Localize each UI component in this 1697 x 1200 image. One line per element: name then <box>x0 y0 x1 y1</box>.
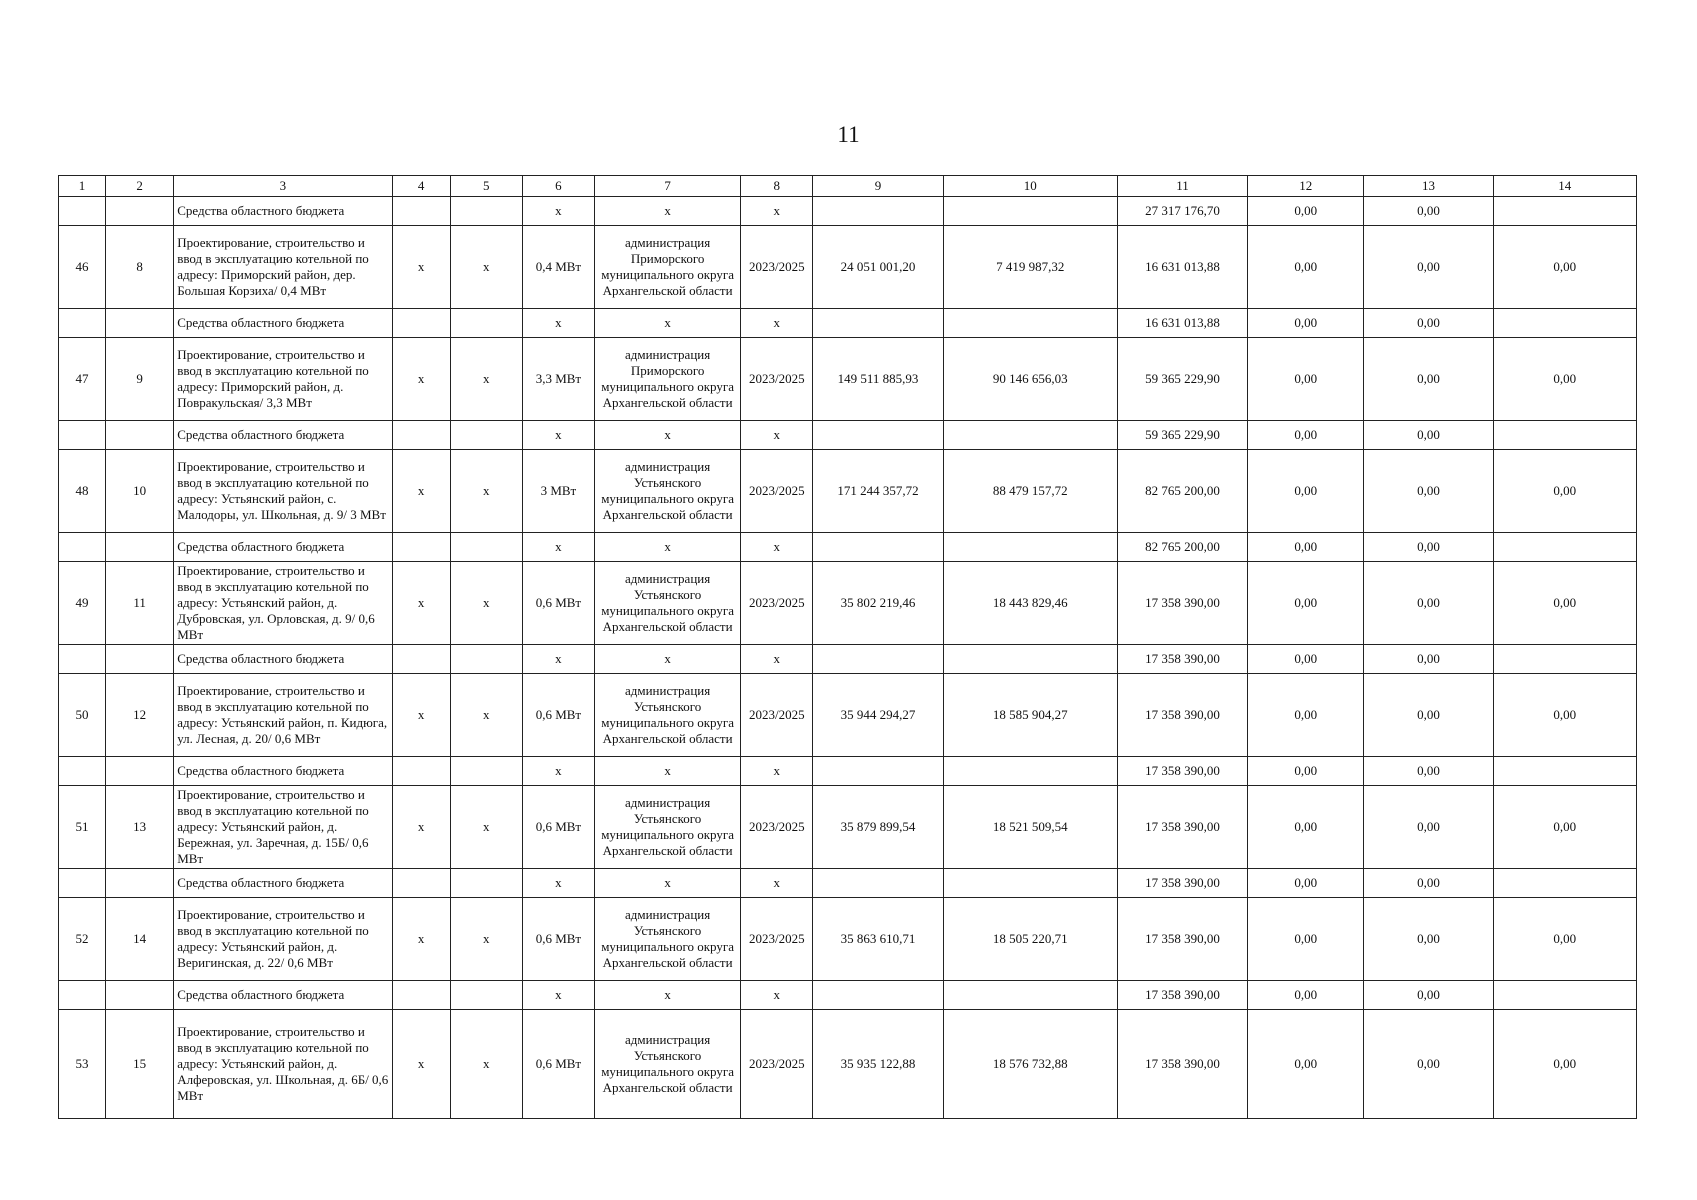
cell-years: 2023/2025 <box>741 1010 813 1119</box>
cell-col9: 149 511 885,93 <box>813 338 943 421</box>
cell-col11: 17 358 390,00 <box>1117 869 1247 898</box>
cell-col4: х <box>392 226 450 309</box>
funding-source-label: Средства областного бюджета <box>174 421 392 450</box>
cell-col5: х <box>450 898 522 981</box>
cell-col11: 16 631 013,88 <box>1117 309 1247 338</box>
project-row <box>59 786 1637 869</box>
column-number: 9 <box>813 176 943 197</box>
cell-col10: 18 585 904,27 <box>943 674 1117 757</box>
cell-col4: х <box>392 338 450 421</box>
cell-col10: 88 479 157,72 <box>943 450 1117 533</box>
cell-col12: 0,00 <box>1248 450 1364 533</box>
cell-years: 2023/2025 <box>741 674 813 757</box>
cell-col7: х <box>594 421 740 450</box>
cell-col13: 0,00 <box>1364 562 1493 645</box>
cell-administrator: администрация Приморского муниципального округа Архангельской области <box>594 338 740 421</box>
cell-administrator: администрация Устьянского муниципального округа Архангельской области <box>594 562 740 645</box>
cell-col12: 0,00 <box>1248 786 1364 869</box>
cell-col7: х <box>594 645 740 674</box>
cell-col11: 17 358 390,00 <box>1117 786 1247 869</box>
cell-col9: 35 879 899,54 <box>813 786 943 869</box>
cell-col6: х <box>522 309 594 338</box>
project-row <box>59 338 1637 421</box>
cell-col11: 17 358 390,00 <box>1117 981 1247 1010</box>
cell-col8: х <box>741 981 813 1010</box>
funding-source-row <box>59 757 1637 786</box>
cell-administrator: администрация Устьянского муниципального округа Архангельской области <box>594 786 740 869</box>
funding-source-row <box>59 981 1637 1010</box>
funding-source-label: Средства областного бюджета <box>174 757 392 786</box>
cell-col5: х <box>450 338 522 421</box>
cell-col11: 17 358 390,00 <box>1117 645 1247 674</box>
cell-index: 47 <box>59 338 106 421</box>
cell-col5: х <box>450 786 522 869</box>
cell-col9: 171 244 357,72 <box>813 450 943 533</box>
cell-col7: х <box>594 757 740 786</box>
cell-col12: 0,00 <box>1248 421 1364 450</box>
project-name: Проектирование, строительство и ввод в эксплуатацию котельной по адресу: Приморский район, дер. Большая Корзиха/ 0,4 МВт <box>174 226 392 309</box>
cell-col12: 0,00 <box>1248 1010 1364 1119</box>
cell-col6: х <box>522 645 594 674</box>
cell-years: 2023/2025 <box>741 226 813 309</box>
cell-index: 51 <box>59 786 106 869</box>
cell-col13: 0,00 <box>1364 786 1493 869</box>
cell-sub-index: 12 <box>106 674 174 757</box>
cell-col6: х <box>522 197 594 226</box>
cell-col7: х <box>594 309 740 338</box>
cell-col5: х <box>450 674 522 757</box>
column-number: 10 <box>943 176 1117 197</box>
project-name: Проектирование, строительство и ввод в эксплуатацию котельной по адресу: Устьянский район, д. Дубровская, ул. Орловская, д. 9/ 0,6 МВт <box>174 562 392 645</box>
cell-col13: 0,00 <box>1364 338 1493 421</box>
cell-col6: х <box>522 533 594 562</box>
cell-col14: 0,00 <box>1493 1010 1636 1119</box>
cell-col4: х <box>392 562 450 645</box>
cell-col6: х <box>522 421 594 450</box>
cell-col14: 0,00 <box>1493 786 1636 869</box>
cell-power: 0,6 МВт <box>522 674 594 757</box>
cell-col12: 0,00 <box>1248 533 1364 562</box>
cell-col13: 0,00 <box>1364 898 1493 981</box>
cell-index: 48 <box>59 450 106 533</box>
cell-col8: х <box>741 309 813 338</box>
cell-col8: х <box>741 421 813 450</box>
cell-sub-index: 15 <box>106 1010 174 1119</box>
cell-col10: 18 443 829,46 <box>943 562 1117 645</box>
cell-col12: 0,00 <box>1248 226 1364 309</box>
column-number: 11 <box>1117 176 1247 197</box>
column-number: 14 <box>1493 176 1636 197</box>
cell-col7: х <box>594 197 740 226</box>
cell-col8: х <box>741 757 813 786</box>
cell-power: 0,6 МВт <box>522 562 594 645</box>
cell-sub-index: 10 <box>106 450 174 533</box>
project-row <box>59 1010 1637 1119</box>
cell-col14: 0,00 <box>1493 674 1636 757</box>
cell-col8: х <box>741 197 813 226</box>
cell-col10: 18 505 220,71 <box>943 898 1117 981</box>
cell-col4: х <box>392 786 450 869</box>
cell-col11: 27 317 176,70 <box>1117 197 1247 226</box>
cell-col13: 0,00 <box>1364 869 1493 898</box>
cell-col13: 0,00 <box>1364 533 1493 562</box>
funding-source-label: Средства областного бюджета <box>174 533 392 562</box>
column-number: 1 <box>59 176 106 197</box>
cell-col13: 0,00 <box>1364 309 1493 338</box>
cell-power: 3,3 МВт <box>522 338 594 421</box>
cell-col13: 0,00 <box>1364 450 1493 533</box>
cell-col7: х <box>594 869 740 898</box>
cell-col10: 18 521 509,54 <box>943 786 1117 869</box>
cell-col12: 0,00 <box>1248 674 1364 757</box>
cell-col11: 17 358 390,00 <box>1117 562 1247 645</box>
funding-source-row <box>59 869 1637 898</box>
cell-col13: 0,00 <box>1364 674 1493 757</box>
cell-col4: х <box>392 450 450 533</box>
project-name: Проектирование, строительство и ввод в эксплуатацию котельной по адресу: Устьянский район, с. Малодоры, ул. Школьная, д. 9/ 3 МВт <box>174 450 392 533</box>
page-number: 11 <box>837 122 860 147</box>
cell-col4: х <box>392 674 450 757</box>
cell-power: 3 МВт <box>522 450 594 533</box>
cell-col11: 59 365 229,90 <box>1117 338 1247 421</box>
cell-col7: х <box>594 981 740 1010</box>
cell-col12: 0,00 <box>1248 645 1364 674</box>
cell-power: 0,6 МВт <box>522 898 594 981</box>
cell-index: 50 <box>59 674 106 757</box>
funding-source-row <box>59 645 1637 674</box>
project-name: Проектирование, строительство и ввод в эксплуатацию котельной по адресу: Устьянский район, д. Алферовская, ул. Школьная, д. 6Б/ 0,6 МВт <box>174 1010 392 1119</box>
funding-source-row <box>59 533 1637 562</box>
cell-col10: 90 146 656,03 <box>943 338 1117 421</box>
cell-sub-index: 13 <box>106 786 174 869</box>
cell-col9: 35 863 610,71 <box>813 898 943 981</box>
cell-col9: 35 935 122,88 <box>813 1010 943 1119</box>
cell-col6: х <box>522 757 594 786</box>
cell-col4: х <box>392 1010 450 1119</box>
column-number: 2 <box>106 176 174 197</box>
cell-col14: 0,00 <box>1493 898 1636 981</box>
cell-col12: 0,00 <box>1248 562 1364 645</box>
cell-col13: 0,00 <box>1364 645 1493 674</box>
cell-col12: 0,00 <box>1248 757 1364 786</box>
cell-col12: 0,00 <box>1248 869 1364 898</box>
project-name: Проектирование, строительство и ввод в эксплуатацию котельной по адресу: Приморский район, д. Повракульская/ 3,3 МВт <box>174 338 392 421</box>
project-row <box>59 562 1637 645</box>
cell-col4: х <box>392 898 450 981</box>
funding-source-row <box>59 309 1637 338</box>
cell-years: 2023/2025 <box>741 562 813 645</box>
project-name: Проектирование, строительство и ввод в эксплуатацию котельной по адресу: Устьянский район, д. Бережная, ул. Заречная, д. 15Б/ 0,6 МВт <box>174 786 392 869</box>
column-number: 8 <box>741 176 813 197</box>
cell-col14: 0,00 <box>1493 562 1636 645</box>
column-number: 7 <box>594 176 740 197</box>
cell-years: 2023/2025 <box>741 898 813 981</box>
funding-source-label: Средства областного бюджета <box>174 869 392 898</box>
cell-col5: х <box>450 226 522 309</box>
cell-sub-index: 8 <box>106 226 174 309</box>
cell-col11: 82 765 200,00 <box>1117 533 1247 562</box>
column-number: 4 <box>392 176 450 197</box>
cell-col14: 0,00 <box>1493 450 1636 533</box>
cell-col7: х <box>594 533 740 562</box>
budget-table <box>58 175 1637 1119</box>
cell-col5: х <box>450 1010 522 1119</box>
cell-col13: 0,00 <box>1364 1010 1493 1119</box>
column-number: 13 <box>1364 176 1493 197</box>
cell-col11: 82 765 200,00 <box>1117 450 1247 533</box>
cell-col12: 0,00 <box>1248 981 1364 1010</box>
cell-index: 52 <box>59 898 106 981</box>
cell-col8: х <box>741 869 813 898</box>
project-name: Проектирование, строительство и ввод в эксплуатацию котельной по адресу: Устьянский район, д. Веригинская, д. 22/ 0,6 МВт <box>174 898 392 981</box>
cell-years: 2023/2025 <box>741 338 813 421</box>
project-row <box>59 450 1637 533</box>
cell-col11: 59 365 229,90 <box>1117 421 1247 450</box>
cell-col11: 17 358 390,00 <box>1117 674 1247 757</box>
column-number: 12 <box>1248 176 1364 197</box>
cell-col14: 0,00 <box>1493 226 1636 309</box>
cell-administrator: администрация Устьянского муниципального округа Архангельской области <box>594 1010 740 1119</box>
cell-years: 2023/2025 <box>741 786 813 869</box>
cell-col9: 35 944 294,27 <box>813 674 943 757</box>
cell-col12: 0,00 <box>1248 197 1364 226</box>
cell-index: 53 <box>59 1010 106 1119</box>
cell-col12: 0,00 <box>1248 898 1364 981</box>
cell-col8: х <box>741 533 813 562</box>
cell-col11: 17 358 390,00 <box>1117 757 1247 786</box>
funding-source-label: Средства областного бюджета <box>174 981 392 1010</box>
column-number: 5 <box>450 176 522 197</box>
funding-source-label: Средства областного бюджета <box>174 197 392 226</box>
column-number: 6 <box>522 176 594 197</box>
cell-col13: 0,00 <box>1364 226 1493 309</box>
project-name: Проектирование, строительство и ввод в эксплуатацию котельной по адресу: Устьянский район, п. Кидюга, ул. Лесная, д. 20/ 0,6 МВт <box>174 674 392 757</box>
table-body <box>59 176 1637 1119</box>
cell-col12: 0,00 <box>1248 309 1364 338</box>
cell-col5: х <box>450 450 522 533</box>
funding-source-label: Средства областного бюджета <box>174 309 392 338</box>
cell-col14: 0,00 <box>1493 338 1636 421</box>
cell-col13: 0,00 <box>1364 981 1493 1010</box>
cell-col5: х <box>450 562 522 645</box>
cell-sub-index: 14 <box>106 898 174 981</box>
cell-administrator: администрация Приморского муниципального округа Архангельской области <box>594 226 740 309</box>
cell-col13: 0,00 <box>1364 421 1493 450</box>
cell-col11: 17 358 390,00 <box>1117 898 1247 981</box>
cell-power: 0,4 МВт <box>522 226 594 309</box>
cell-col12: 0,00 <box>1248 338 1364 421</box>
cell-col11: 16 631 013,88 <box>1117 226 1247 309</box>
cell-col9: 24 051 001,20 <box>813 226 943 309</box>
column-number: 3 <box>174 176 392 197</box>
cell-col10: 7 419 987,32 <box>943 226 1117 309</box>
cell-col6: х <box>522 981 594 1010</box>
cell-col8: х <box>741 645 813 674</box>
cell-index: 49 <box>59 562 106 645</box>
cell-col13: 0,00 <box>1364 197 1493 226</box>
funding-source-row <box>59 197 1637 226</box>
cell-col11: 17 358 390,00 <box>1117 1010 1247 1119</box>
funding-source-row <box>59 421 1637 450</box>
cell-col10: 18 576 732,88 <box>943 1010 1117 1119</box>
cell-index: 46 <box>59 226 106 309</box>
column-number-row <box>59 176 1637 197</box>
project-row <box>59 898 1637 981</box>
cell-administrator: администрация Устьянского муниципального округа Архангельской области <box>594 450 740 533</box>
cell-sub-index: 9 <box>106 338 174 421</box>
project-row <box>59 226 1637 309</box>
cell-sub-index: 11 <box>106 562 174 645</box>
cell-administrator: администрация Устьянского муниципального округа Архангельской области <box>594 674 740 757</box>
cell-col9: 35 802 219,46 <box>813 562 943 645</box>
cell-power: 0,6 МВт <box>522 1010 594 1119</box>
cell-administrator: администрация Устьянского муниципального округа Архангельской области <box>594 898 740 981</box>
cell-col6: х <box>522 869 594 898</box>
funding-source-label: Средства областного бюджета <box>174 645 392 674</box>
project-row <box>59 674 1637 757</box>
cell-col13: 0,00 <box>1364 757 1493 786</box>
cell-years: 2023/2025 <box>741 450 813 533</box>
cell-power: 0,6 МВт <box>522 786 594 869</box>
